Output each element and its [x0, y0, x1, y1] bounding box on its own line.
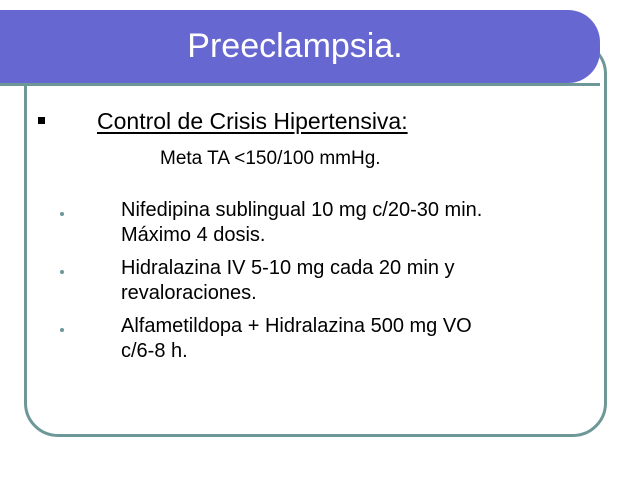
square-bullet-icon	[38, 117, 45, 124]
dot-bullet-icon	[60, 328, 64, 332]
list-item	[60, 256, 580, 306]
list-item	[60, 314, 580, 364]
dot-bullet-icon	[60, 270, 64, 274]
target-goal: Meta TA <150/100 mmHg.	[160, 148, 381, 169]
list-item-line: Hidralazina IV 5-10 mg cada 20 min y	[121, 257, 455, 279]
list-item-line: Máximo 4 dosis.	[121, 224, 266, 246]
dot-bullet-icon	[60, 212, 64, 216]
list-item	[60, 198, 580, 248]
section-heading: Control de Crisis Hipertensiva:	[97, 108, 408, 134]
list-item-line: revaloraciones.	[121, 282, 257, 304]
treatment-list	[60, 198, 580, 372]
slide-title: Preeclampsia.	[187, 27, 403, 65]
list-item-line: Alfametildopa + Hidralazina 500 mg VO	[121, 315, 472, 337]
title-underline	[0, 83, 600, 86]
list-item-line: Nifedipina sublingual 10 mg c/20-30 min.	[121, 199, 483, 221]
list-item-line: c/6-8 h.	[121, 340, 188, 362]
